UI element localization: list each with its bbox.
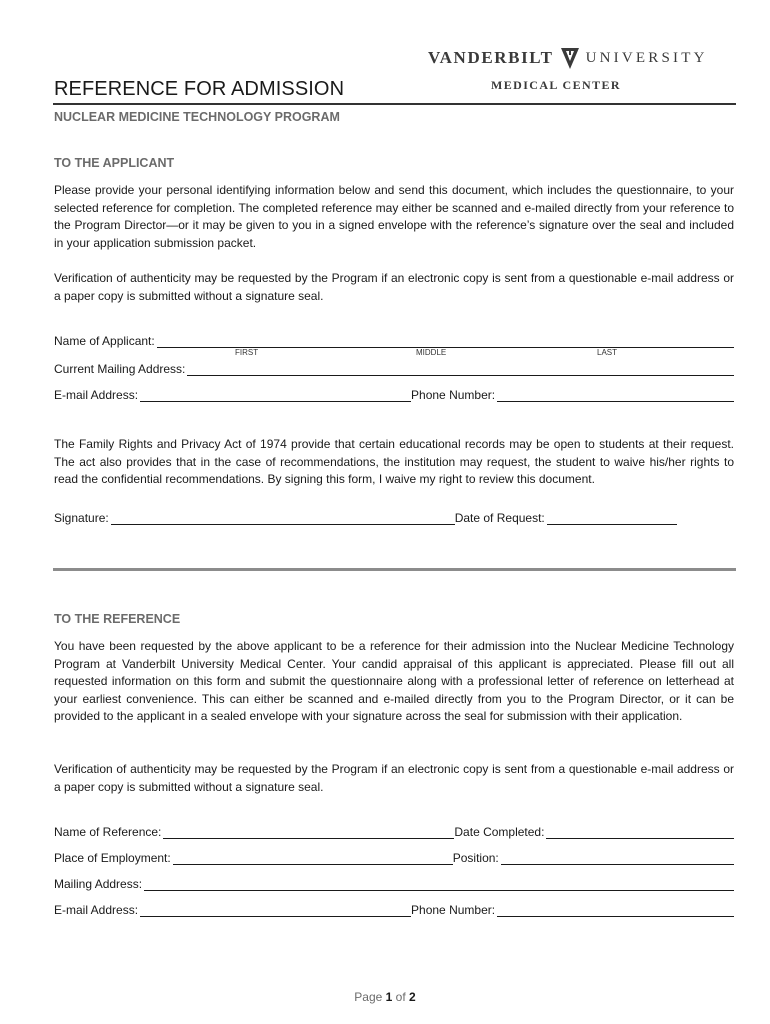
page-title: REFERENCE FOR ADMISSION [54, 78, 345, 100]
applicant-email-label: E-mail Address: [54, 388, 139, 402]
reference-section-heading: TO THE REFERENCE [54, 612, 181, 626]
total-pages: 2 [409, 990, 416, 1004]
applicant-contact-row [54, 384, 734, 402]
reference-email-label: E-mail Address: [54, 903, 139, 917]
oak-leaf-v-icon [560, 46, 580, 70]
applicant-phone-label: Phone Number: [411, 388, 496, 402]
current-page: 1 [385, 990, 393, 1004]
reference-phone-field[interactable] [497, 902, 734, 917]
title-divider [53, 103, 736, 105]
reference-mailing-field[interactable] [144, 876, 734, 891]
position-field[interactable] [501, 850, 734, 865]
employment-label: Place of Employment: [54, 851, 171, 865]
applicant-name-row [54, 330, 734, 348]
applicant-name-label: Name of Applicant: [54, 334, 155, 348]
university-logo [428, 46, 708, 70]
name-middle-caption: MIDDLE [416, 348, 447, 357]
applicant-name-field[interactable] [157, 333, 734, 348]
applicant-section-heading: TO THE APPLICANT [54, 156, 175, 170]
reference-mailing-label: Mailing Address: [54, 877, 143, 891]
reference-mailing-row [54, 873, 734, 891]
page-number [0, 990, 770, 1004]
date-completed-label: Date Completed: [454, 825, 545, 839]
applicant-verification-note: Verification of authenticity may be requested by the Program if an electronic copy is sent from a questionable e-mail address or a paper copy is submitted without a signature seal. [54, 271, 734, 303]
name-last-caption: LAST [597, 348, 618, 357]
logo-word-university: UNIVERSITY [585, 49, 708, 66]
signature-label: Signature: [54, 511, 109, 525]
applicant-instructions: Please provide your personal identifying information below and send this document, which includes the questionnaire, to your selected reference for completion. The completed reference may either be scanned and e-mailed directly from your reference to the Program Director—or it may be given to you in a signed envelope with the reference’s signature over the seal and included in your application submission packet. [54, 183, 734, 250]
reference-phone-label: Phone Number: [411, 903, 496, 917]
signature-row [54, 507, 734, 525]
date-of-request-label: Date of Request: [454, 511, 545, 525]
section-divider [53, 568, 736, 571]
program-subtitle: NUCLEAR MEDICINE TECHNOLOGY PROGRAM [54, 110, 340, 124]
logo-subline: MEDICAL CENTER [491, 78, 621, 92]
applicant-mailing-row [54, 358, 734, 376]
reference-employment-row [54, 847, 734, 865]
employment-field[interactable] [173, 850, 453, 865]
applicant-email-field[interactable] [140, 387, 411, 402]
reference-name-label: Name of Reference: [54, 825, 162, 839]
date-completed-field[interactable] [546, 824, 734, 839]
ferpa-waiver-text: The Family Rights and Privacy Act of 1974 provide that certain educational records may be open to students at their request. The act also provides that in the case of recommendations, the institution may request, the student to waive his/her rights to read the confidential recommendations. By signing this form, I waive my right to review this document. [54, 437, 734, 486]
reference-name-field[interactable] [163, 824, 454, 839]
signature-field[interactable] [111, 510, 455, 525]
reference-contact-row [54, 899, 734, 917]
reference-verification-note: Verification of authenticity may be requested by the Program if an electronic copy is sent from a questionable e-mail address or a paper copy is submitted without a signature seal. [54, 762, 734, 794]
reference-email-field[interactable] [140, 902, 411, 917]
of-word: of [395, 990, 406, 1004]
date-of-request-field[interactable] [547, 510, 677, 525]
applicant-phone-field[interactable] [497, 387, 734, 402]
reference-instructions: You have been requested by the above applicant to be a reference for their admission into the Nuclear Medicine Technology Program at Vanderbilt University Medical Center. Your candid appraisal of this applicant is appreciated. Please fill out all requested information on this form and submit the questionnaire along with a professional letter of reference on letterhead at your earliest convenience. This can either be scanned and e-mailed directly from you to the Program Director, or it can be provided to the applicant in a sealed envelope with your signature across the seal for submission with their application. [54, 639, 734, 723]
page-word: Page [354, 990, 383, 1004]
applicant-mailing-field[interactable] [187, 361, 734, 376]
position-label: Position: [452, 851, 499, 865]
name-first-caption: FIRST [235, 348, 259, 357]
reference-name-row [54, 821, 734, 839]
logo-word-vanderbilt: VANDERBILT [428, 48, 554, 67]
applicant-mailing-label: Current Mailing Address: [54, 362, 186, 376]
